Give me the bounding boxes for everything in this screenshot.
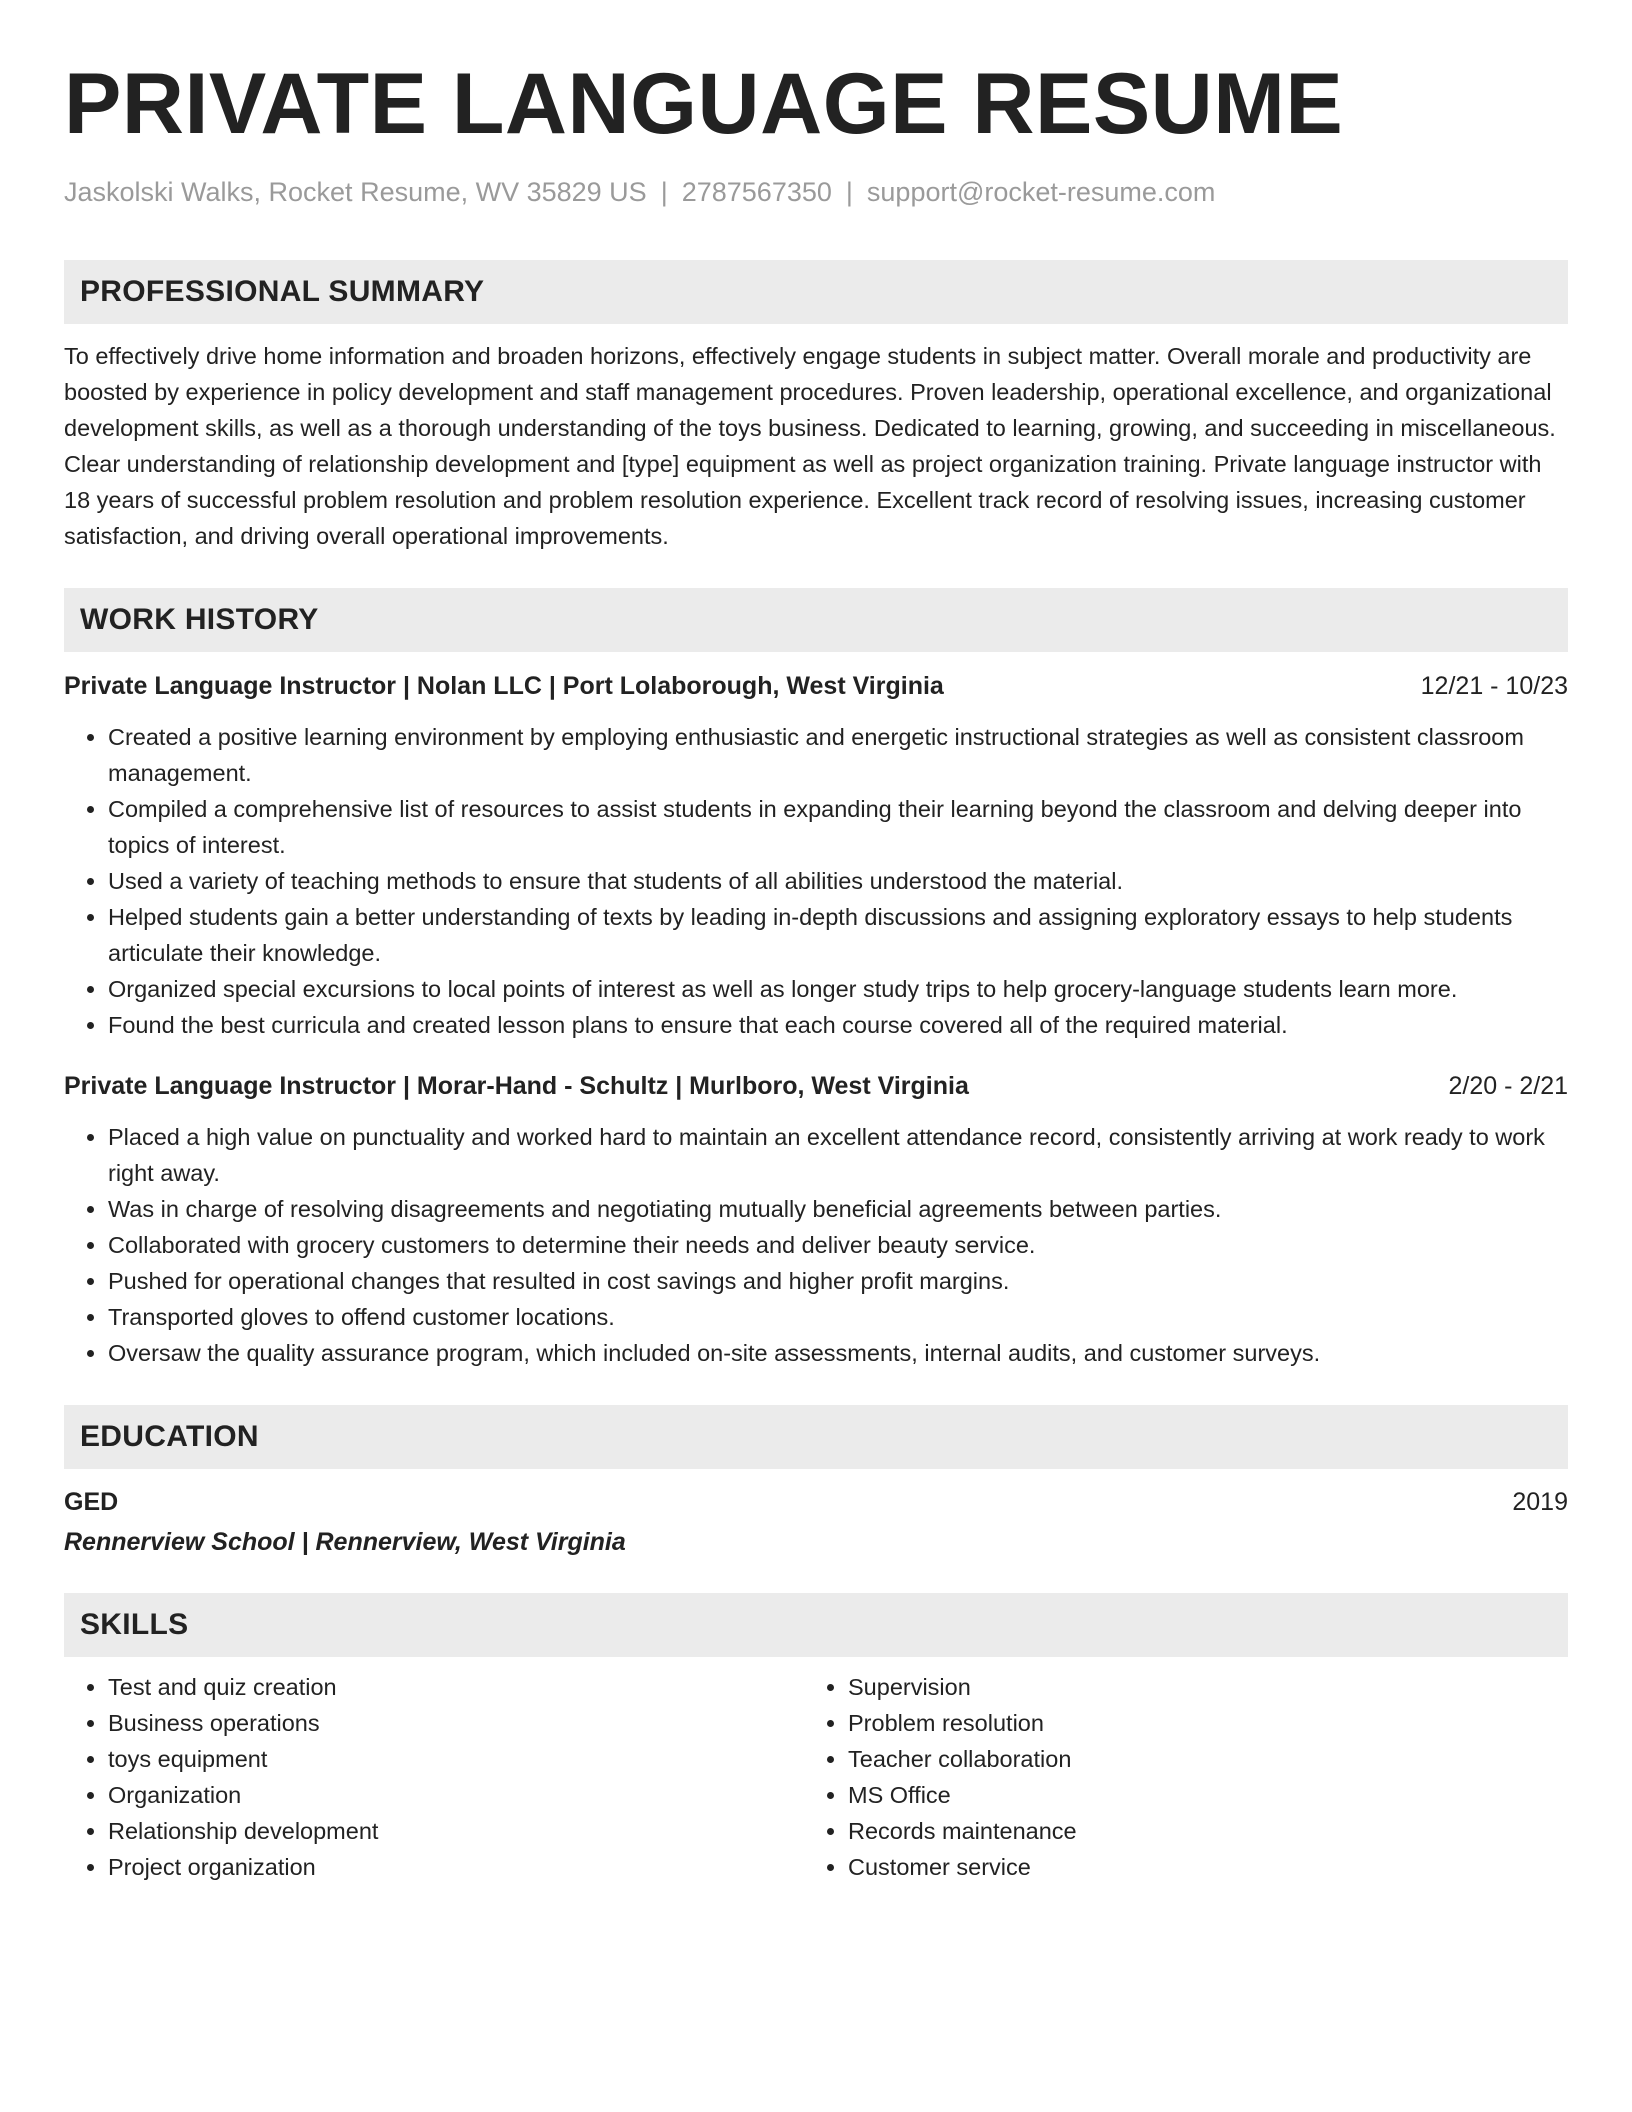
skill-item: • Business operations (108, 1705, 804, 1741)
job-bullet: • Collaborated with grocery customers to determine their needs and deliver beauty service. (108, 1227, 1568, 1263)
job-header (64, 1069, 1568, 1103)
skill-item: • MS Office (848, 1777, 1544, 1813)
skills-columns (64, 1669, 1568, 1885)
contact-address: Jaskolski Walks, Rocket Resume, WV 35829 US (64, 177, 647, 207)
skills-heading: SKILLS (64, 1593, 1568, 1657)
resume-title: PRIVATE LANGUAGE RESUME (64, 56, 1344, 152)
skill-item: • Problem resolution (848, 1705, 1544, 1741)
contact-email: support@rocket-resume.com (866, 177, 1216, 207)
job-bullet: • Found the best curricula and created lesson plans to ensure that each course covered all of the required material. (108, 1007, 1568, 1043)
job-bullet: • Pushed for operational changes that resulted in cost savings and higher profit margins. (108, 1263, 1568, 1299)
job-header (64, 669, 1568, 703)
skill-item: • Customer service (848, 1849, 1544, 1885)
job-bullet-list (64, 1119, 1568, 1371)
education-entry (64, 1485, 1568, 1519)
job-dates: 12/21 - 10/23 (1420, 672, 1568, 700)
job-bullet-list (64, 719, 1568, 1043)
skill-item: • Relationship development (108, 1813, 804, 1849)
job-bullet: • Used a variety of teaching methods to ensure that students of all abilities understood the material. (108, 863, 1568, 899)
contact-separator: | (845, 177, 853, 207)
education-degree: GED (64, 1488, 119, 1516)
job-bullet: • Organized special excursions to local points of interest as well as longer study trips to help grocery-language students learn more. (108, 971, 1568, 1007)
contact-separator: | (660, 177, 668, 207)
skill-item: • Organization (108, 1777, 804, 1813)
education-heading: EDUCATION (64, 1405, 1568, 1469)
contact-phone: 2787567350 (681, 177, 832, 207)
job-bullet: • Created a positive learning environment by employing enthusiastic and energetic instructional strategies as well as consistent classroom management. (108, 719, 1568, 791)
skill-item: • Test and quiz creation (108, 1669, 804, 1705)
summary-heading: PROFESSIONAL SUMMARY (64, 260, 1568, 324)
job-bullet: • Oversaw the quality assurance program, which included on-site assessments, internal audits, and customer surveys. (108, 1335, 1568, 1371)
skill-item: • Teacher collaboration (848, 1741, 1544, 1777)
job-title: Private Language Instructor | Nolan LLC | Port Lolaborough, West Virginia (64, 672, 944, 700)
job-entry (64, 669, 1568, 1043)
job-bullet: • Was in charge of resolving disagreements and negotiating mutually beneficial agreements between parties. (108, 1191, 1568, 1227)
job-bullet: • Transported gloves to offend customer locations. (108, 1299, 1568, 1335)
skill-item: • Supervision (848, 1669, 1544, 1705)
skills-list-left (64, 1669, 804, 1885)
education-year: 2019 (1512, 1488, 1568, 1516)
job-entry (64, 1069, 1568, 1371)
work-history-heading: WORK HISTORY (64, 588, 1568, 652)
job-bullet: • Placed a high value on punctuality and worked hard to maintain an excellent attendance record, consistently arriving at work ready to work right away. (108, 1119, 1568, 1191)
contact-line (64, 176, 1568, 208)
job-bullet: • Compiled a comprehensive list of resources to assist students in expanding their learning beyond the classroom and delving deeper into topics of interest. (108, 791, 1568, 863)
job-bullet: • Helped students gain a better understanding of texts by leading in-depth discussions and assigning exploratory essays to help students articulate their knowledge. (108, 899, 1568, 971)
skill-item: • Records maintenance (848, 1813, 1544, 1849)
job-title: Private Language Instructor | Morar-Hand - Schultz | Murlboro, West Virginia (64, 1072, 969, 1100)
skill-item: • Project organization (108, 1849, 804, 1885)
skills-list-right (804, 1669, 1544, 1885)
skill-item: • toys equipment (108, 1741, 804, 1777)
summary-text: To effectively drive home information and broaden horizons, effectively engage students in subject matter. Overall morale and productivity are boosted by experience in policy development and staff management procedures. Proven leadership, operational excellence, and organizational development skills, as well as a thorough understanding of the toys business. Dedicated to learning, growing, and succeeding in miscellaneous. Clear understanding of relationship development and [type] equipment as well as project organization training. Private language instructor with 18 years of successful problem resolution and problem resolution experience. Excellent track record of resolving issues, increasing customer satisfaction, and driving overall operational improvements. (64, 343, 1556, 549)
education-school: Rennerview School | Rennerview, West Virginia (64, 1528, 626, 1556)
job-dates: 2/20 - 2/21 (1448, 1072, 1568, 1100)
